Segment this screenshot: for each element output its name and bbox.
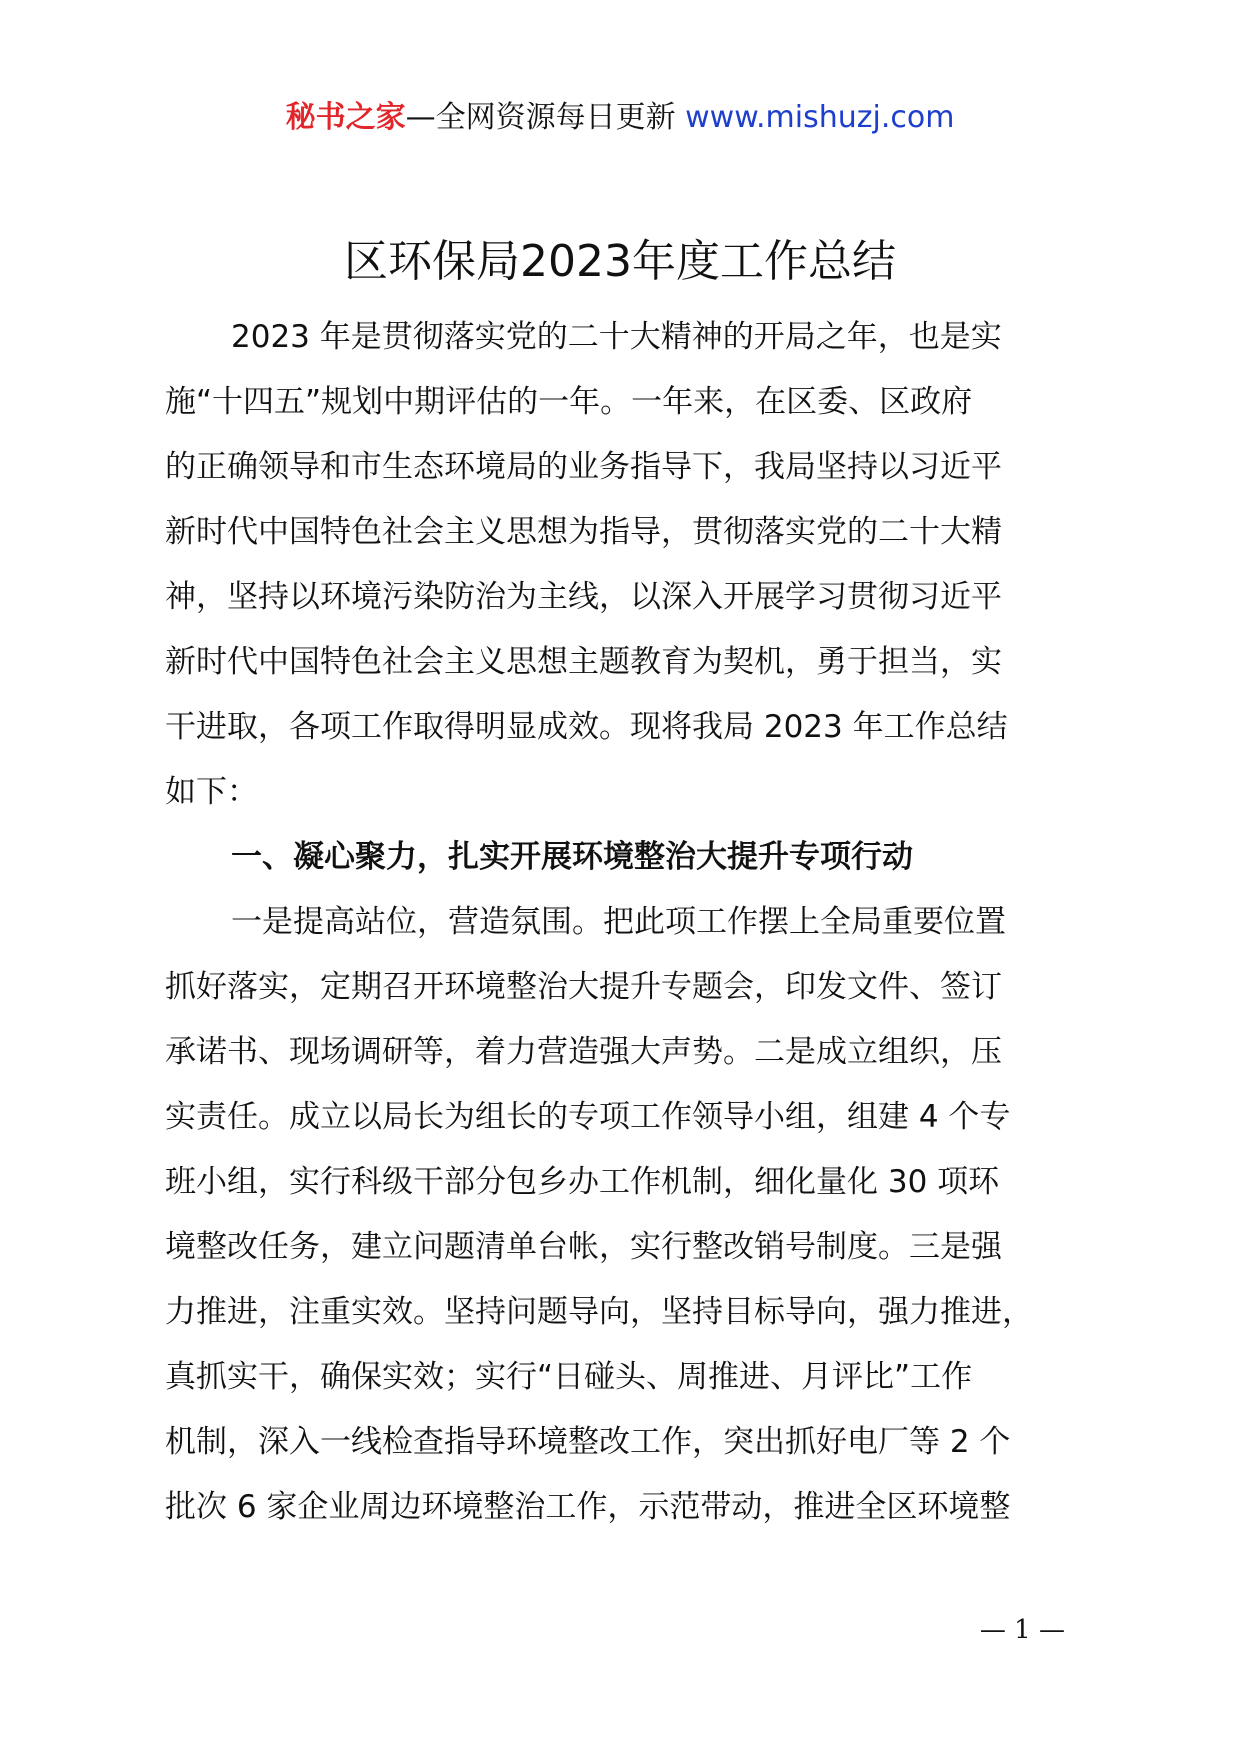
paragraph-line: 力推进，注重实效。坚持问题导向，坚持目标导向，强力推进， (165, 1294, 1033, 1330)
site-header-banner (0, 98, 1240, 138)
paragraph-line: 承诺书、现场调研等，着力营造强大声势。二是成立组织，压 (165, 1034, 1002, 1070)
site-brand-name: 秘书之家 (285, 100, 406, 135)
paragraph-line: 新时代中国特色社会主义思想为指导，贯彻落实党的二十大精 (165, 514, 1002, 550)
paragraph-line: 如下： (165, 774, 258, 810)
paragraph-line: 境整改任务，建立问题清单台帐，实行整改销号制度。三是强 (165, 1229, 1002, 1265)
page-number: — 1 — (979, 1615, 1065, 1645)
paragraph-line: 真抓实干，确保实效；实行“日碰头、周推进、月评比”工作 (165, 1359, 973, 1395)
paragraph-line: 施“十四五”规划中期评估的一年。一年来，在区委、区政府 (165, 384, 973, 420)
section-heading: 一、凝心聚力，扎实开展环境整治大提升专项行动 (231, 839, 913, 875)
site-tagline: —全网资源每日更新 (405, 100, 676, 135)
paragraph-line: 机制，深入一线检查指导环境整改工作，突出抓好电厂等 2 个 (165, 1424, 1011, 1460)
paragraph-line: 干进取，各项工作取得明显成效。现将我局 2023 年工作总结 (165, 709, 1008, 745)
site-url-link[interactable]: www.mishuzj.com (685, 100, 955, 135)
paragraph-line: 批次 6 家企业周边环境整治工作，示范带动，推进全区环境整 (165, 1489, 1011, 1525)
document-body (165, 305, 1120, 1540)
paragraph-line: 一是提高站位，营造氛围。把此项工作摆上全局重要位置 (231, 904, 1006, 940)
paragraph-line: 抓好落实，定期召开环境整治大提升专题会，印发文件、签订 (165, 969, 1002, 1005)
paragraph-line: 班小组，实行科级干部分包乡办工作机制，细化量化 30 项环 (165, 1164, 1000, 1200)
paragraph-line: 新时代中国特色社会主义思想主题教育为契机，勇于担当，实 (165, 644, 1002, 680)
document-title: 区环保局2023年度工作总结 (344, 236, 896, 287)
paragraph-line: 神，坚持以环境污染防治为主线，以深入开展学习贯彻习近平 (165, 579, 1002, 615)
paragraph-line: 2023 年是贯彻落实党的二十大精神的开局之年，也是实 (231, 319, 1002, 355)
paragraph-line: 的正确领导和市生态环境局的业务指导下，我局坚持以习近平 (165, 449, 1002, 485)
paragraph-line: 实责任。成立以局长为组长的专项工作领导小组，组建 4 个专 (165, 1099, 1011, 1135)
